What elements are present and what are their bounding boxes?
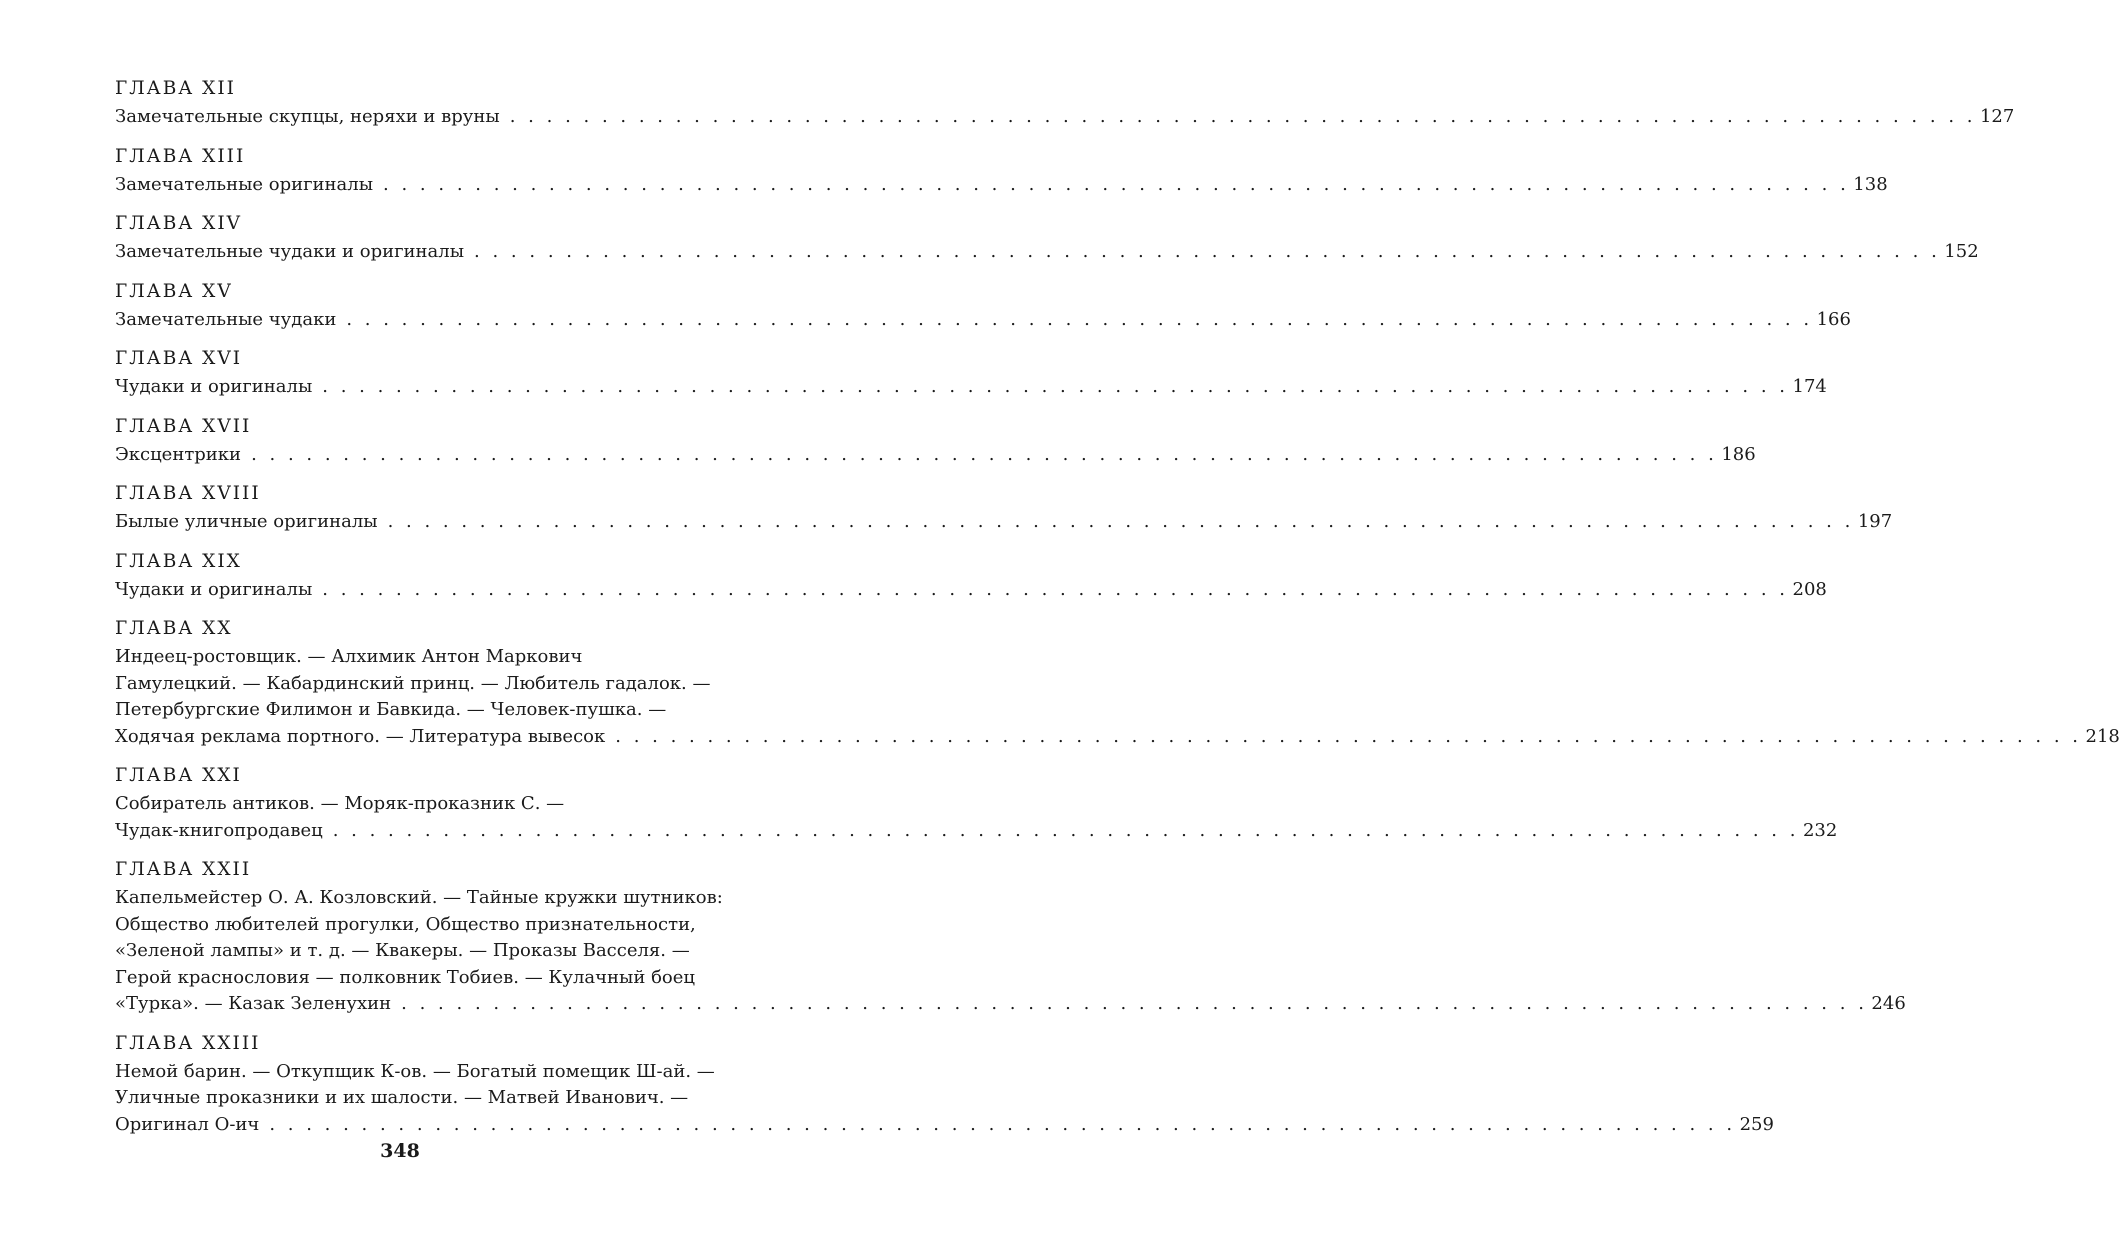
chapter-title-line <box>115 307 1851 334</box>
dot-leader: . . . . . . . . . . . . . . . . . . . . . . . . . . . . . . . . . . . . . . . . . . . . . . . . . . . . . . . . . . . . . . . . . . . . . . . . . . . . . . . . <box>269 1113 1736 1135</box>
chapter-title-line <box>115 374 1827 401</box>
chapter-title: Замечательные скупцы, неряхи и вруны <box>115 106 500 127</box>
chapter-title: Чудаки и оригиналы <box>115 578 313 600</box>
page-reference: 197 <box>1857 511 1893 532</box>
chapter-heading: ГЛАВА XVIII <box>115 483 261 504</box>
chapter-heading: ГЛАВА XXIII <box>115 1032 261 1054</box>
dot-leader: . . . . . . . . . . . . . . . . . . . . . . . . . . . . . . . . . . . . . . . . . . . . . . . . . . . . . . . . . . . . . . . . . . . . . . . . . . . . . . . . <box>383 173 1850 195</box>
toc-entry <box>115 343 1827 401</box>
page-reference: 218 <box>2085 725 2120 747</box>
chapter-title: Замечательные чудаки <box>115 308 337 330</box>
page-reference: 246 <box>1871 993 1906 1014</box>
page-reference: 259 <box>1739 1113 1774 1135</box>
toc-entry <box>115 546 1827 604</box>
chapter-title-line <box>115 104 2015 131</box>
page-reference: 174 <box>1792 376 1827 397</box>
chapter-title: «Турка». — Казак Зеленухин <box>115 993 392 1014</box>
toc-entry <box>115 73 2015 131</box>
chapter-title-line <box>115 818 1838 845</box>
toc-entry <box>115 411 1756 469</box>
chapter-title: Чудаки и оригиналы <box>115 376 313 397</box>
dot-leader: . . . . . . . . . . . . . . . . . . . . . . . . . . . . . . . . . . . . . . . . . . . . . . . . . . . . . . . . . . . . . . . . . . . . . . . . . . . . . . . . <box>615 725 2082 747</box>
chapter-title: Замечательные оригиналы <box>115 173 374 195</box>
chapter-title-line <box>115 577 1827 604</box>
chapter-heading: ГЛАВА XVI <box>115 348 243 369</box>
chapter-description-line: «Зеленой лампы» и т. д. — Квакеры. — Проказы Васселя. — <box>115 940 690 961</box>
toc-entry <box>115 478 1893 536</box>
page-reference: 138 <box>1853 173 1888 195</box>
chapter-heading: ГЛАВА XIX <box>115 550 242 572</box>
toc-entry <box>115 854 1906 1018</box>
chapter-heading: ГЛАВА XXII <box>115 859 252 880</box>
chapter-description-line: Собиратель антиков. — Моряк-проказник С. — <box>115 793 565 814</box>
page-reference: 166 <box>1816 308 1851 330</box>
chapter-description-line: Герой краснословия — полковник Тобиев. — Кулачный боец <box>115 966 695 988</box>
chapter-description-line: Гамулецкий. — Кабардинский принц. — Любитель гадалок. — <box>115 672 711 694</box>
toc-entry <box>115 760 1838 844</box>
chapter-heading: ГЛАВА XXI <box>115 765 242 786</box>
dot-leader: . . . . . . . . . . . . . . . . . . . . . . . . . . . . . . . . . . . . . . . . . . . . . . . . . . . . . . . . . . . . . . . . . . . . . . . . . . . . . . . . <box>332 819 1799 841</box>
toc-entry <box>115 1028 1774 1139</box>
dot-leader: . . . . . . . . . . . . . . . . . . . . . . . . . . . . . . . . . . . . . . . . . . . . . . . . . . . . . . . . . . . . . . . . . . . . . . . . . . . . . . . . <box>322 578 1789 600</box>
chapter-heading: ГЛАВА XIII <box>115 145 246 167</box>
toc-entry <box>115 613 2120 750</box>
page-reference: 186 <box>1721 443 1756 465</box>
chapter-heading: ГЛАВА XV <box>115 280 233 302</box>
toc-entry <box>115 141 1888 199</box>
dot-leader: . . . . . . . . . . . . . . . . . . . . . . . . . . . . . . . . . . . . . . . . . . . . . . . . . . . . . . . . . . . . . . . . . . . . . . . . . . . . . . . . <box>509 106 1976 127</box>
chapter-title-line <box>115 724 2120 751</box>
chapter-heading: ГЛАВА XVII <box>115 415 252 437</box>
chapter-description-line: Общество любителей прогулки, Общество признательности, <box>115 913 696 935</box>
chapter-description-line: Немой барин. — Откупщик К-ов. — Богатый помещик Ш-ай. — <box>115 1060 715 1082</box>
chapter-title: Чудак-книгопродавец <box>115 819 323 841</box>
chapter-title-line <box>115 172 1888 199</box>
page-reference: 127 <box>1979 106 2015 127</box>
chapter-description-line: Уличные проказники и их шалости. — Матвей Иванович. — <box>115 1087 689 1108</box>
chapter-heading: ГЛАВА XX <box>115 618 233 639</box>
dot-leader: . . . . . . . . . . . . . . . . . . . . . . . . . . . . . . . . . . . . . . . . . . . . . . . . . . . . . . . . . . . . . . . . . . . . . . . . . . . . . . . . <box>474 241 1941 262</box>
dot-leader: . . . . . . . . . . . . . . . . . . . . . . . . . . . . . . . . . . . . . . . . . . . . . . . . . . . . . . . . . . . . . . . . . . . . . . . . . . . . . . . . <box>251 443 1718 465</box>
chapter-description-line: Петербургские Филимон и Бавкида. — Человек-пушка. — <box>115 699 667 720</box>
chapter-title-line <box>115 239 1979 266</box>
dot-leader: . . . . . . . . . . . . . . . . . . . . . . . . . . . . . . . . . . . . . . . . . . . . . . . . . . . . . . . . . . . . . . . . . . . . . . . . . . . . . . . . <box>322 376 1789 397</box>
page-number: 348 <box>380 1140 420 1162</box>
chapter-title: Оригинал О-ич <box>115 1113 260 1135</box>
chapter-title: Былые уличные оригиналы <box>115 511 378 532</box>
chapter-title: Замечательные чудаки и оригиналы <box>115 241 465 262</box>
toc-entry <box>115 208 1979 266</box>
chapter-description-line: Капельмейстер О. А. Козловский. — Тайные кружки шутников: <box>115 887 723 908</box>
page-reference: 152 <box>1944 241 1979 262</box>
chapter-heading: ГЛАВА XII <box>115 78 236 99</box>
chapter-title-line <box>115 1112 1774 1139</box>
toc-entry <box>115 276 1851 334</box>
chapter-title: Эксцентрики <box>115 443 242 465</box>
dot-leader: . . . . . . . . . . . . . . . . . . . . . . . . . . . . . . . . . . . . . . . . . . . . . . . . . . . . . . . . . . . . . . . . . . . . . . . . . . . . . . . . <box>387 511 1854 532</box>
chapter-description-line: Индеец-ростовщик. — Алхимик Антон Маркович <box>115 646 583 667</box>
dot-leader: . . . . . . . . . . . . . . . . . . . . . . . . . . . . . . . . . . . . . . . . . . . . . . . . . . . . . . . . . . . . . . . . . . . . . . . . . . . . . . . . <box>346 308 1813 330</box>
dot-leader: . . . . . . . . . . . . . . . . . . . . . . . . . . . . . . . . . . . . . . . . . . . . . . . . . . . . . . . . . . . . . . . . . . . . . . . . . . . . . . . . <box>401 993 1868 1014</box>
page-reference: 232 <box>1802 819 1838 841</box>
table-of-contents <box>115 73 2120 1148</box>
chapter-heading: ГЛАВА XIV <box>115 213 243 234</box>
chapter-title-line <box>115 991 1906 1018</box>
page-reference: 208 <box>1792 578 1827 600</box>
chapter-title-line <box>115 509 1893 536</box>
chapter-title: Ходячая реклама портного. — Литература вывесок <box>115 725 606 747</box>
chapter-title-line <box>115 442 1756 469</box>
